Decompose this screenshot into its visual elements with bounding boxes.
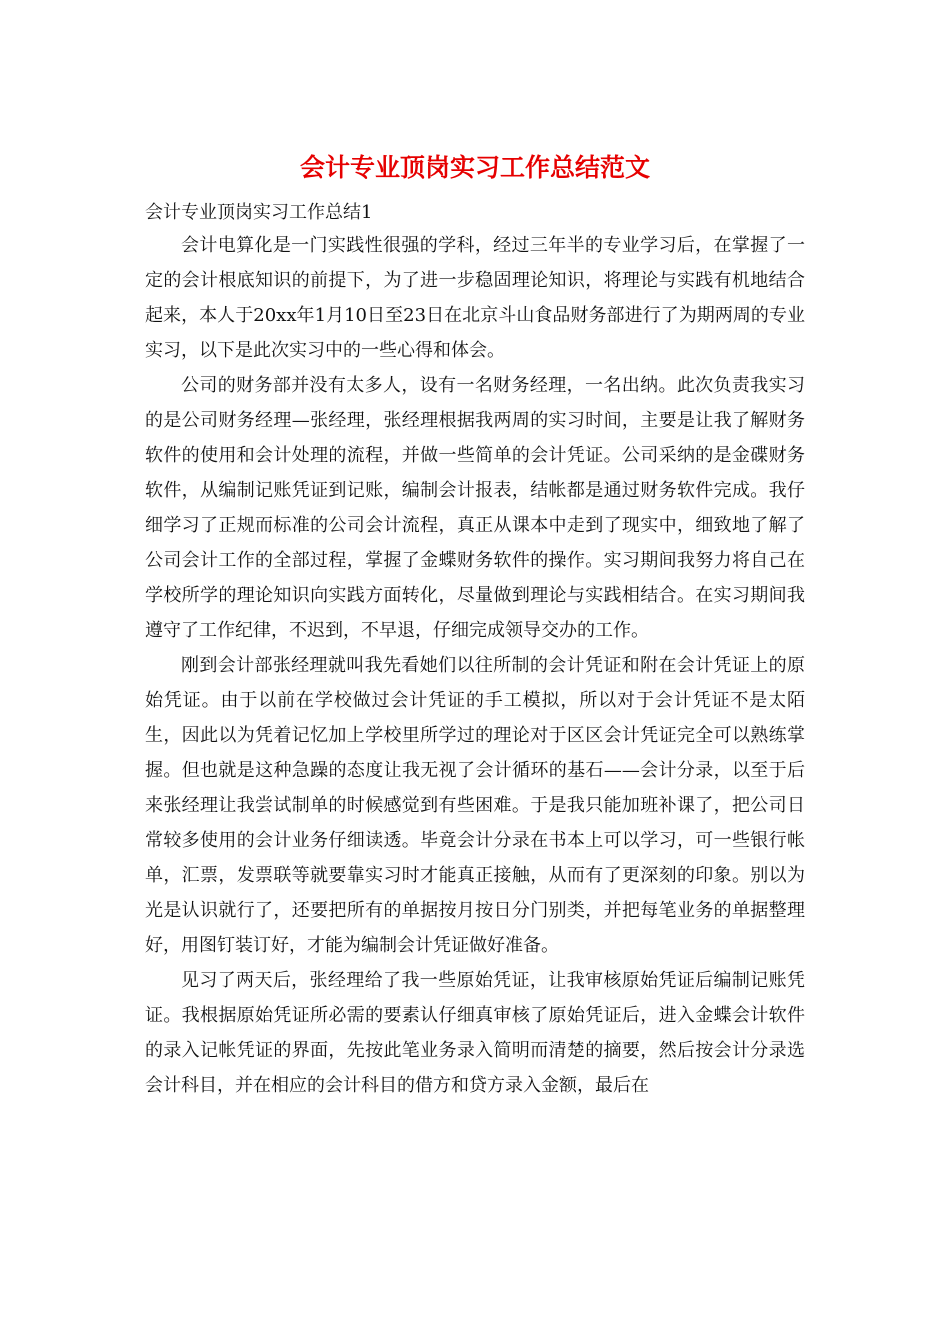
paragraph-2: 公司的财务部并没有太多人，设有一名财务经理，一名出纳。此次负责我实习的是公司财务经理—张经理，张经理根据我两周的实习时间，主要是让我了解财务软件的使用和会计处理的流程，并做一些简单的会计凭证。公司采纳的是金碟财务软件，从编制记账凭证到记账，编制会计报表，结帐都是通过财务软件完成。我仔细学习了正规而标准的公司会计流程，真正从课本中走到了现实中，细致地了解了公司会计工作的全部过程，掌握了金蝶财务软件的操作。实习期间我努力将自己在学校所学的理论知识向实践方面转化，尽量做到理论与实践相结合。在实习期间我遵守了工作纪律，不迟到，不早退，仔细完成领导交办的工作。: [145, 375, 805, 641]
paragraph-1: 会计电算化是一门实践性很强的学科，经过三年半的专业学习后，在掌握了一定的会计根底知识的前提下，为了进一步稳固理论知识，将理论与实践有机地结合起来，本人于20xx年1月10日至23日在北京斗山食品财务部进行了为期两周的专业实习，以下是此次实习中的一些心得和体会。: [145, 235, 805, 361]
section-heading: 会计专业顶岗实习工作总结1: [145, 202, 373, 223]
document-title: 会计专业顶岗实习工作总结范文: [299, 153, 650, 182]
paragraph-3: 刚到会计部张经理就叫我先看她们以往所制的会计凭证和附在会计凭证上的原始凭证。由于以前在学校做过会计凭证的手工模拟，所以对于会计凭证不是太陌生，因此以为凭着记忆加上学校里所学过的理论对于区区会计凭证完全可以熟练掌握。但也就是这种急躁的态度让我无视了会计循环的基石——会计分录，以至于后来张经理让我尝试制单的时候感觉到有些困难。于是我只能加班补课了，把公司日常较多使用的会计业务仔细读透。毕竟会计分录在书本上可以学习，可一些银行帐单，汇票，发票联等就要靠实习时才能真正接触，从而有了更深刻的印象。别以为光是认识就行了，还要把所有的单据按月按日分门别类，并把每笔业务的单据整理好，用图钉装订好，才能为编制会计凭证做好准备。: [145, 655, 805, 956]
paragraph-4: 见习了两天后，张经理给了我一些原始凭证，让我审核原始凭证后编制记账凭证。我根据原始凭证所必需的要素认仔细真审核了原始凭证后，进入金蝶会计软件的录入记帐凭证的界面，先按此笔业务录入简明而清楚的摘要，然后按会计分录选会计科目，并在相应的会计科目的借方和贷方录入金额，最后在: [145, 970, 805, 1096]
document-body: [145, 228, 805, 1103]
